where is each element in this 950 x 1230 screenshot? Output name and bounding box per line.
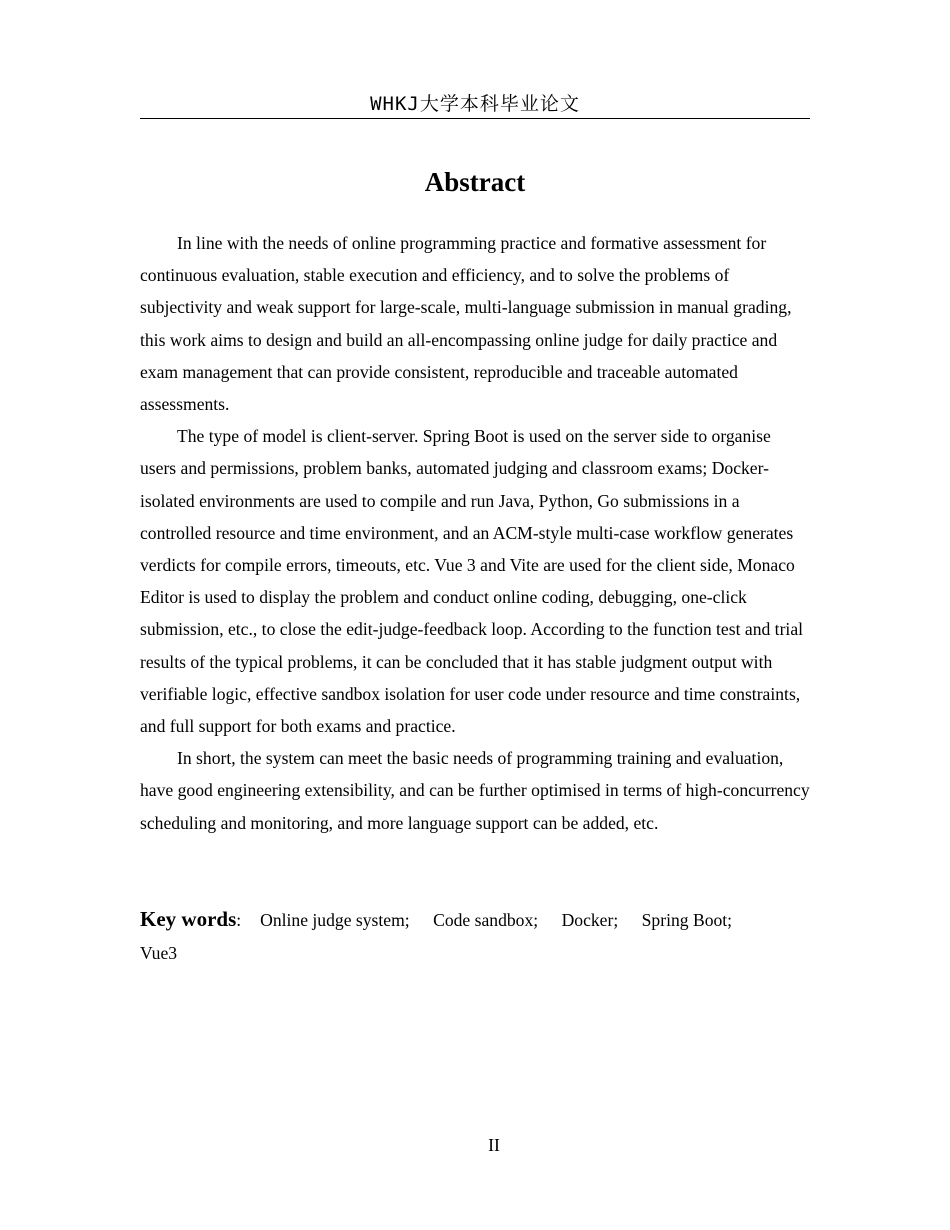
keywords-block	[140, 903, 810, 970]
abstract-paragraph: The type of model is client-server. Spring Boot is used on the server side to organise users and permissions, problem banks, automated judging and classroom exams; Docker-isolated environments are used to compile and run Java, Python, Go submissions in a controlled resource and time environment, and an ACM-style multi-case workflow generates verdicts for compile errors, timeouts, etc. Vue 3 and Vite are used for the client side, Monaco Editor is used to display the problem and conduct online coding, debugging, one-click submission, etc., to close the edit-judge-feedback loop. According to the function test and trial results of the typical problems, it can be concluded that it has stable judgment output with verifiable logic, effective sandbox isolation for user code under resource and time constraints, and full support for both exams and practice.	[140, 426, 804, 737]
page-number: II	[488, 1135, 500, 1155]
running-title: WHKJ大学本科毕业论文	[370, 93, 580, 115]
abstract-body	[140, 227, 810, 839]
keyword-item: Code sandbox;	[433, 910, 539, 930]
keywords-label: Key words	[140, 907, 237, 931]
keyword-item: Online judge system;	[260, 910, 410, 930]
abstract-title: Abstract	[424, 167, 526, 197]
abstract-paragraph: In line with the needs of online programming practice and formative assessment for continuous evaluation, stable execution and efficiency, and to solve the problems of subjectivity and weak support for large-scale, multi-language submission in manual grading, this work aims to design and build an all-encompassing online judge for daily practice and exam management that can provide consistent, reproducible and traceable automated assessments.	[140, 233, 792, 415]
keyword-item: Docker;	[561, 910, 619, 930]
keyword-item: Spring Boot;	[641, 910, 733, 930]
keywords-separator: :	[236, 910, 242, 930]
abstract-paragraph: In short, the system can meet the basic needs of programming training and evaluation, have good engineering extensibility, and can be further optimised in terms of high-concurrency scheduling and monitoring, and more language support can be added, etc.	[140, 748, 810, 833]
running-header	[140, 90, 810, 119]
keyword-item: Vue3	[140, 943, 178, 963]
